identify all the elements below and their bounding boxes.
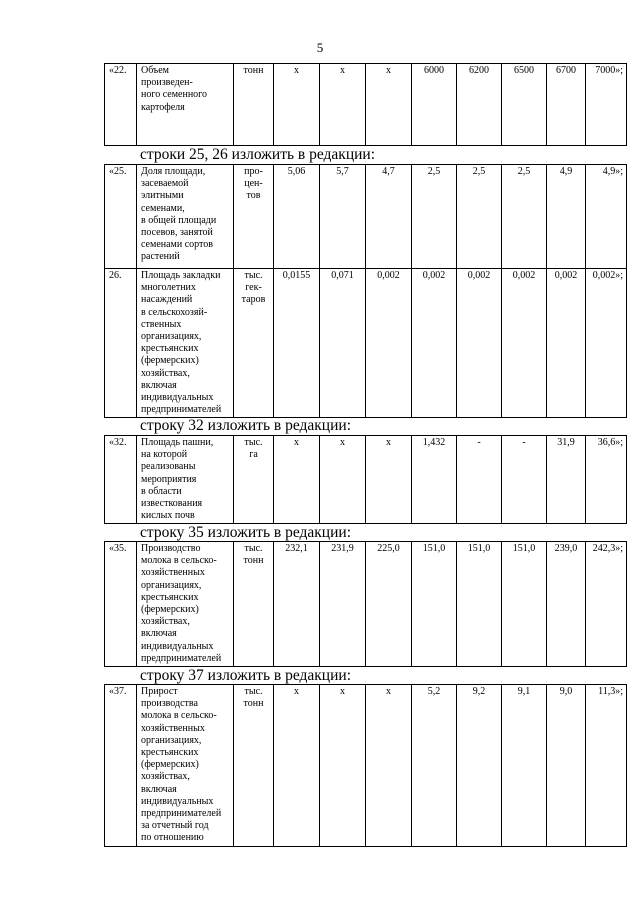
value-cell: 4,9 (547, 165, 586, 269)
value-cell: 242,3»; (586, 542, 627, 667)
value-cell: - (457, 436, 502, 524)
row-number: «35. (105, 542, 137, 667)
indicator-name: Площадь пашни, на которой реализованы мероприятия в области известкования кислых почв (137, 436, 234, 524)
value-cell: х (320, 64, 366, 146)
value-cell: 2,5 (457, 165, 502, 269)
value-cell: 9,2 (457, 685, 502, 847)
unit: тыс. га (234, 436, 274, 524)
value-cell: 5,06 (274, 165, 320, 269)
section-heading: строки 25, 26 изложить в редакции: (140, 146, 376, 163)
value-cell: 6500 (502, 64, 547, 146)
page-number: 5 (316, 40, 324, 55)
row-number: 26. (105, 269, 137, 418)
table-rows-25-26 (104, 164, 627, 418)
value-cell: х (366, 64, 412, 146)
value-cell: 31,9 (547, 436, 586, 524)
value-cell: 239,0 (547, 542, 586, 667)
value-cell: 2,5 (412, 165, 457, 269)
value-cell: 231,9 (320, 542, 366, 667)
value-cell: 0,002 (366, 269, 412, 418)
value-cell: 6000 (412, 64, 457, 146)
value-cell: 0,002»; (586, 269, 627, 418)
table-row-32 (104, 435, 627, 524)
value-cell: х (274, 685, 320, 847)
table-row-37 (104, 684, 627, 847)
unit: тыс. тонн (234, 685, 274, 847)
section-heading: строку 35 изложить в редакции: (140, 524, 351, 541)
value-cell: 9,1 (502, 685, 547, 847)
value-cell: 6700 (547, 64, 586, 146)
value-cell: 7000»; (586, 64, 627, 146)
value-cell: 151,0 (502, 542, 547, 667)
row-number: «32. (105, 436, 137, 524)
value-cell: 232,1 (274, 542, 320, 667)
table-row (105, 685, 627, 847)
value-cell: 11,3»; (586, 685, 627, 847)
table-row-35 (104, 541, 627, 667)
row-number: «25. (105, 165, 137, 269)
value-cell: х (274, 436, 320, 524)
value-cell: 0,071 (320, 269, 366, 418)
value-cell: 1,432 (412, 436, 457, 524)
table-row (105, 165, 627, 269)
value-cell: х (320, 685, 366, 847)
value-cell: х (274, 64, 320, 146)
value-cell: 0,0155 (274, 269, 320, 418)
unit: тыс. тонн (234, 542, 274, 667)
value-cell: 4,9»; (586, 165, 627, 269)
table-row (105, 269, 627, 418)
indicator-name: Объем произведен- ного семенного картофеля (137, 64, 234, 146)
value-cell: 6200 (457, 64, 502, 146)
table-row (105, 64, 627, 146)
table-row (105, 436, 627, 524)
value-cell: 151,0 (412, 542, 457, 667)
value-cell: 5,7 (320, 165, 366, 269)
value-cell: 0,002 (502, 269, 547, 418)
value-cell: - (502, 436, 547, 524)
value-cell: 9,0 (547, 685, 586, 847)
table-row-22 (104, 63, 627, 146)
value-cell: х (320, 436, 366, 524)
indicator-name: Доля площади, засеваемой элитными семенами, в общей площади посевов, занятой семенами сортов растений (137, 165, 234, 269)
indicator-name: Прирост производства молока в сельско- хозяйственных организациях, крестьянских (фермерских) хозяйствах, включая индивидуальных предпринимателей за отчетный год по отношению (137, 685, 234, 847)
unit: про- цен- тов (234, 165, 274, 269)
table-row (105, 542, 627, 667)
value-cell: 151,0 (457, 542, 502, 667)
unit: тонн (234, 64, 274, 146)
value-cell: х (366, 436, 412, 524)
value-cell: 0,002 (412, 269, 457, 418)
value-cell: 2,5 (502, 165, 547, 269)
row-number: «22. (105, 64, 137, 146)
value-cell: 4,7 (366, 165, 412, 269)
unit: тыс. гек- таров (234, 269, 274, 418)
section-heading: строку 37 изложить в редакции: (140, 667, 351, 684)
indicator-name: Площадь закладки многолетних насаждений в сельскохозяй- ственных организациях, крестьянских (фермерских) хозяйствах, включая индивидуальных предпринимателей (137, 269, 234, 418)
value-cell: х (366, 685, 412, 847)
value-cell: 225,0 (366, 542, 412, 667)
value-cell: 0,002 (457, 269, 502, 418)
value-cell: 0,002 (547, 269, 586, 418)
section-heading: строку 32 изложить в редакции: (140, 417, 351, 434)
value-cell: 36,6»; (586, 436, 627, 524)
value-cell: 5,2 (412, 685, 457, 847)
row-number: «37. (105, 685, 137, 847)
indicator-name: Производство молока в сельско- хозяйственных организациях, крестьянских (фермерских) хозяйствах, включая индивидуальных предпринимателей (137, 542, 234, 667)
